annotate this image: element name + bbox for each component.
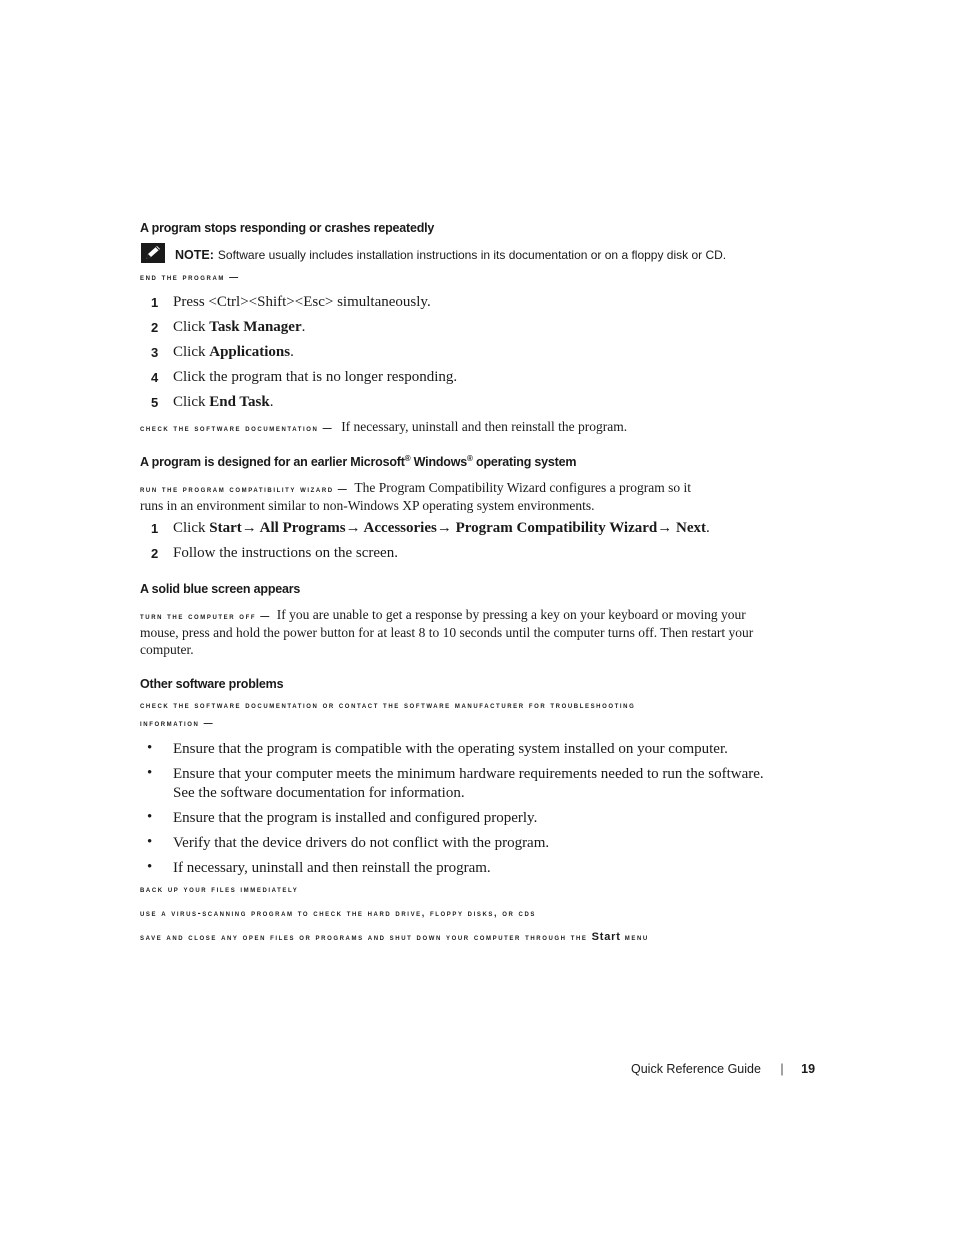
heading-part: Windows <box>410 455 468 469</box>
list-item <box>147 740 827 765</box>
turn-off-text: mouse, press and hold the power button for at least 8 to 10 seconds until the computer turns off. Then restart your <box>140 625 754 640</box>
list-item <box>147 859 827 884</box>
turn-off-text: If you are unable to get a response by pressing a key on your keyboard or moving your <box>276 607 746 622</box>
registered-mark: ® <box>404 454 411 463</box>
step-text-pre: Click <box>173 394 210 410</box>
subheading-backup-files: back up your files immediately <box>140 884 299 894</box>
turn-off-paragraph <box>140 606 820 658</box>
bullet-list <box>147 740 827 884</box>
bullet-glyph: • <box>147 765 153 781</box>
step-text <box>173 393 273 412</box>
step-text-pre: Click <box>173 520 210 536</box>
bullet-text: If necessary, uninstall and then reinstall the program. <box>173 860 491 876</box>
heading-part: menu <box>620 932 649 942</box>
list-item <box>147 765 827 809</box>
step-text <box>173 519 710 538</box>
steps-list-wizard <box>151 519 831 569</box>
note-text: Software usually includes installation instructions in its documentation or on a floppy disk or CD. <box>217 248 727 262</box>
heading-part: A program is designed for an earlier Microsoft <box>140 455 405 469</box>
turn-off-text: computer. <box>140 642 194 657</box>
page-footer <box>631 1062 815 1076</box>
step-number: 1 <box>151 295 159 310</box>
step-text-bold: Task Manager <box>209 319 302 335</box>
page-number: 19 <box>801 1062 816 1076</box>
wizard-text: runs in an environment similar to non-Windows XP operating system environments. <box>140 498 595 513</box>
step-text-bold: End Task <box>209 394 270 410</box>
step-text: Press <Ctrl><Shift><Esc> simultaneously. <box>173 294 431 310</box>
step-text-post: . <box>290 344 294 360</box>
bullet-text: Ensure that your computer meets the minimum hardware requirements needed to run the software. <box>173 766 764 782</box>
bullet-glyph: • <box>147 809 153 825</box>
footer-title: Quick Reference Guide <box>631 1062 761 1076</box>
wizard-text: The Program Compatibility Wizard configures a program so it <box>354 480 692 495</box>
section-heading-blue-screen: A solid blue screen appears <box>140 582 301 596</box>
step-text: Follow the instructions on the screen. <box>173 545 398 561</box>
list-item <box>147 834 827 859</box>
note-callout <box>175 246 726 264</box>
step-text-post: . <box>706 520 710 536</box>
menu-path: Start→ All Programs→ Accessories→ Program Compatibility Wizard→ Next <box>209 520 706 536</box>
registered-mark: ® <box>467 454 473 463</box>
bullet-text: Ensure that the program is installed and configured properly. <box>173 810 538 826</box>
footer-separator: | <box>780 1062 784 1076</box>
subheading-contact-manufacturer-cont: information — <box>140 718 215 728</box>
subheading-virus-scan: use a virus-scanning program to check the hard drive, floppy disks, or cds <box>140 908 536 918</box>
check-documentation-paragraph <box>140 418 627 436</box>
bullet-glyph: • <box>147 859 153 875</box>
subheading-compatibility-wizard: run the program compatibility wizard — <box>140 484 349 494</box>
step-text: Click the program that is no longer responding. <box>173 369 458 385</box>
subheading-contact-manufacturer: check the software documentation or contact the software manufacturer for troubleshooting <box>140 700 636 710</box>
step-text-pre: Click <box>173 319 210 335</box>
subheading-save-shutdown <box>140 931 649 943</box>
subheading-check-documentation: check the software documentation — <box>140 423 334 433</box>
note-label: NOTE: <box>175 248 214 262</box>
heading-part: operating system <box>472 455 577 469</box>
step-number: 4 <box>151 370 159 385</box>
step-number: 2 <box>151 320 159 335</box>
section-heading-crashes: A program stops responding or crashes repeatedly <box>140 221 435 235</box>
bullet-text-cont: See the software documentation for information. <box>173 785 465 801</box>
subheading-end-program: end the program — <box>140 272 240 282</box>
step-text-post: . <box>301 319 306 335</box>
bullet-glyph: • <box>147 740 153 756</box>
step-text <box>173 318 305 337</box>
list-item <box>151 544 831 569</box>
section-heading-earlier-windows <box>140 454 576 469</box>
subheading-turn-off: turn the computer off — <box>140 611 271 621</box>
step-number: 3 <box>151 345 159 360</box>
step-number: 5 <box>151 395 159 410</box>
heading-part: save and close any open files or programs and shut down your computer through the <box>140 932 592 942</box>
list-item <box>151 519 831 544</box>
note-pencil-icon <box>141 243 165 263</box>
step-text <box>173 343 294 362</box>
step-text-pre: Click <box>173 344 210 360</box>
list-item <box>147 809 827 834</box>
start-menu-label: Start <box>591 931 621 943</box>
check-documentation-text: If necessary, uninstall and then reinstall the program. <box>341 419 628 434</box>
bullet-glyph: • <box>147 834 153 850</box>
step-number: 1 <box>151 521 159 536</box>
section-heading-other-problems: Other software problems <box>140 677 284 691</box>
step-number: 2 <box>151 546 159 561</box>
bullet-text: Ensure that the program is compatible with the operating system installed on your computer. <box>173 741 728 757</box>
step-text-post: . <box>269 394 274 410</box>
bullet-text: Verify that the device drivers do not conflict with the program. <box>173 835 550 851</box>
step-text-bold: Applications <box>209 344 291 360</box>
wizard-paragraph <box>140 479 820 514</box>
